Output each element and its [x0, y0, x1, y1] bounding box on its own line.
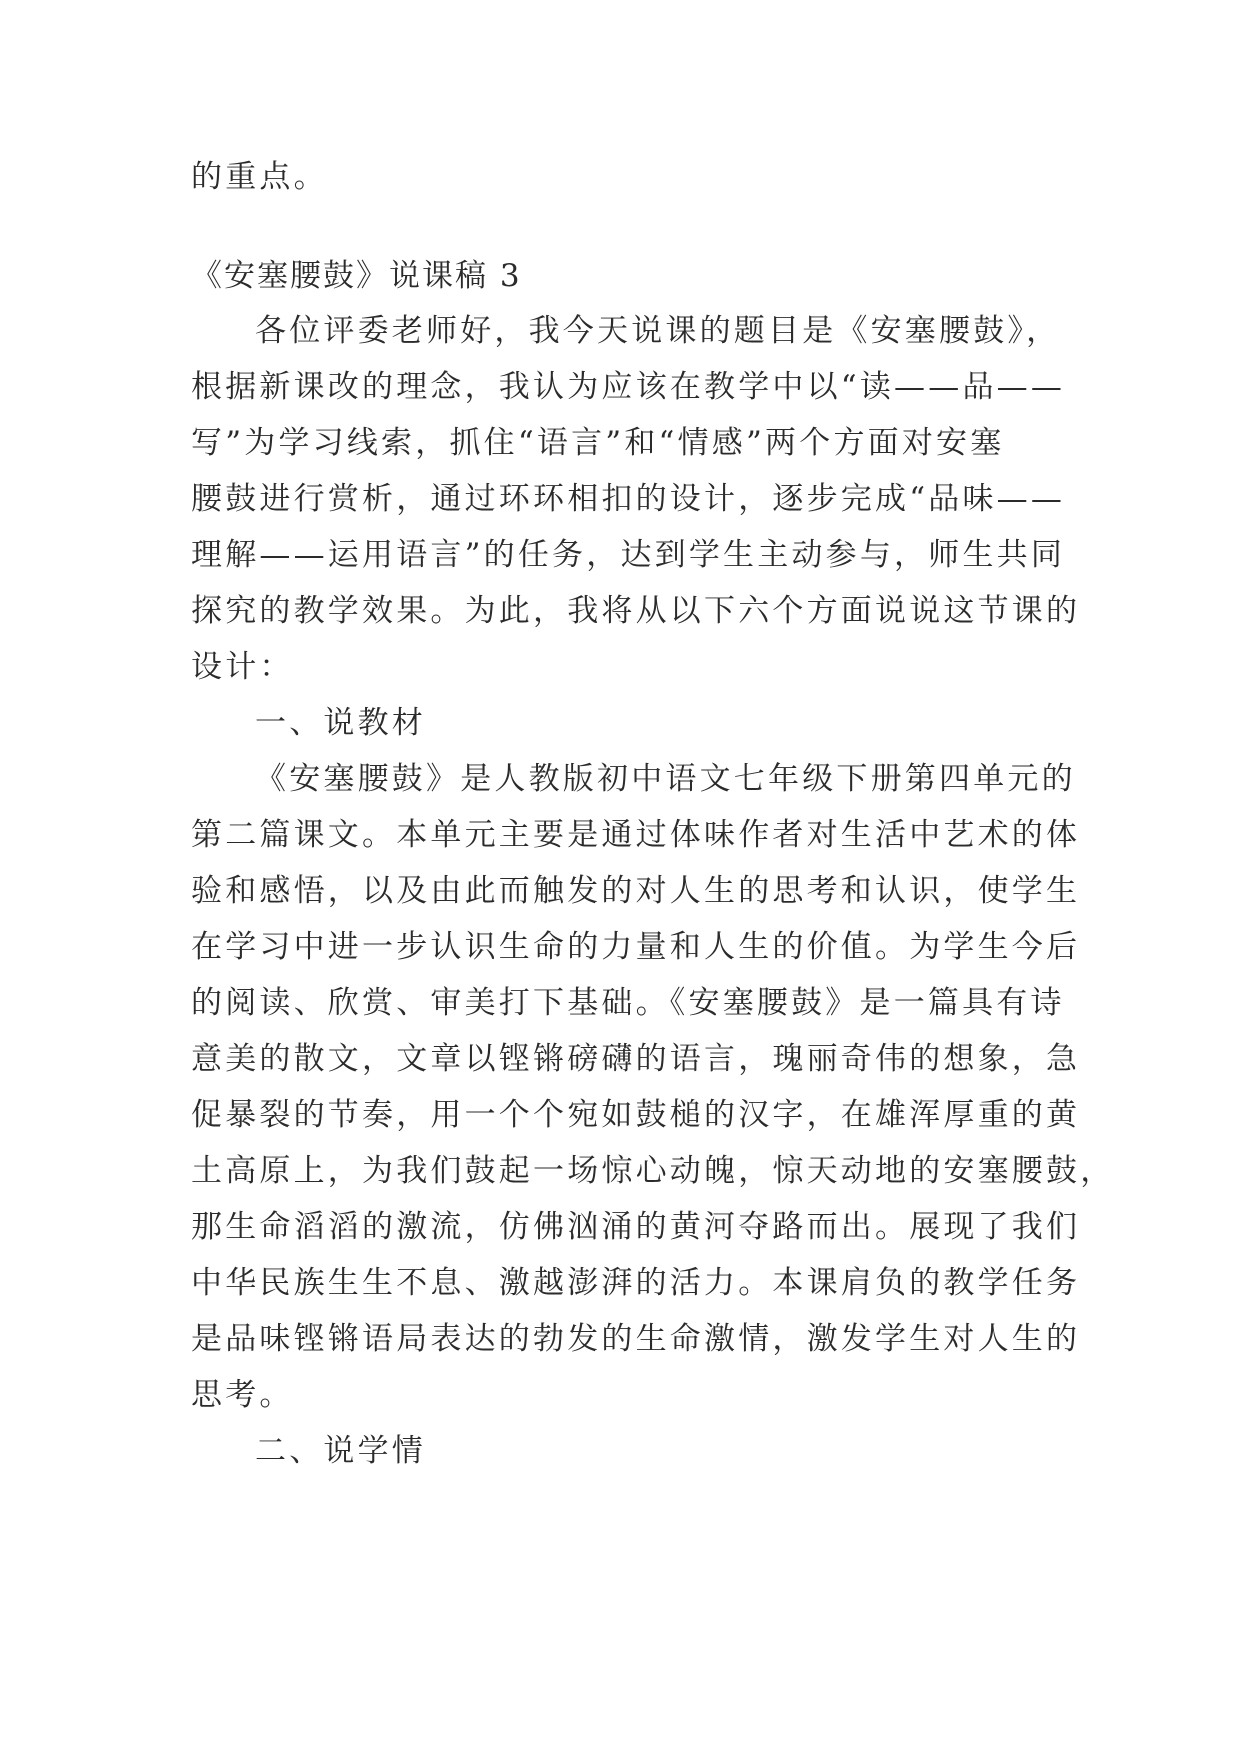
paragraph-line: 设计：	[191, 649, 294, 685]
section-heading: 二、说学情	[255, 1433, 426, 1469]
paragraph-line: 在学习中进一步认识生命的力量和人生的价值。为学生今后	[191, 929, 1081, 965]
paragraph-line: 思考。	[191, 1377, 294, 1413]
paragraph-line: 写”为学习线索，抓住“语言”和“情感”两个方面对安塞	[191, 425, 1005, 461]
paragraph-line: 《安塞腰鼓》是人教版初中语文七年级下册第四单元的	[255, 761, 1076, 797]
paragraph-line: 探究的教学效果。为此，我将从以下六个方面说说这节课的	[191, 593, 1081, 629]
paragraph-line: 的阅读、欣赏、审美打下基础。《安塞腰鼓》是一篇具有诗	[191, 985, 1065, 1021]
paragraph-line: 中华民族生生不息、激越澎湃的活力。本课肩负的教学任务	[191, 1265, 1081, 1301]
paragraph-line: 腰鼓进行赏析，通过环环相扣的设计，逐步完成“品味——	[191, 481, 1066, 517]
paragraph-line: 根据新课改的理念，我认为应该在教学中以“读——品——	[191, 369, 1066, 405]
section-title: 《安塞腰鼓》说课稿 3	[191, 258, 522, 294]
paragraph-line: 验和感悟，以及由此而触发的对人生的思考和认识，使学生	[191, 873, 1081, 909]
paragraph-line: 第二篇课文。本单元主要是通过体味作者对生活中艺术的体	[191, 817, 1081, 853]
paragraph-line: 促暴裂的节奏，用一个个宛如鼓槌的汉字，在雄浑厚重的黄	[191, 1097, 1081, 1133]
paragraph-line: 各位评委老师好，我今天说课的题目是《安塞腰鼓》，	[255, 313, 1061, 349]
paragraph-line: 理解——运用语言”的任务，达到学生主动参与，师生共同	[191, 537, 1066, 573]
section-heading: 一、说教材	[255, 705, 426, 741]
paragraph-line: 意美的散文，文章以铿锵磅礴的语言，瑰丽奇伟的想象，急	[191, 1041, 1081, 1077]
paragraph-line: 是品味铿锵语局表达的勃发的生命激情，激发学生对人生的	[191, 1321, 1081, 1357]
paragraph-line: 土高原上，为我们鼓起一场惊心动魄，惊天动地的安塞腰鼓，	[191, 1153, 1115, 1189]
paragraph-line: 那生命滔滔的激流，仿佛汹涌的黄河夺路而出。展现了我们	[191, 1209, 1081, 1245]
continuation-text: 的重点。	[191, 159, 328, 195]
